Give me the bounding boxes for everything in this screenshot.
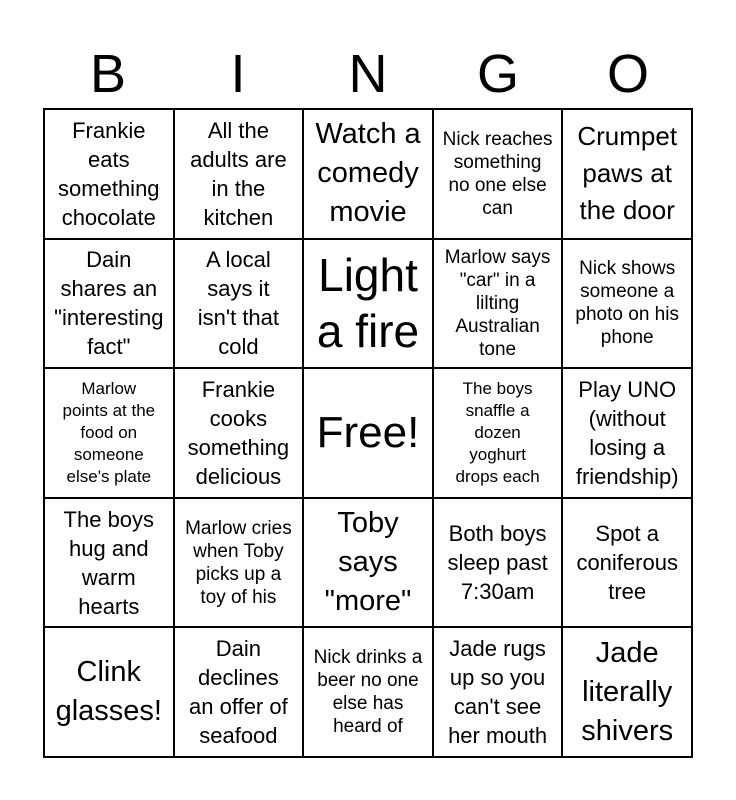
cell-text: Light a fire — [316, 249, 420, 358]
bingo-cell[interactable] — [44, 239, 174, 369]
bingo-header — [43, 38, 693, 110]
header-letter-b: B — [89, 44, 127, 104]
bingo-cell[interactable] — [303, 627, 433, 757]
bingo-cell[interactable] — [562, 368, 692, 498]
bingo-cell[interactable] — [44, 498, 174, 628]
cell-text: Crumpet paws at the door — [577, 121, 678, 226]
bingo-cell[interactable] — [562, 627, 692, 757]
bingo-grid — [43, 108, 693, 758]
bingo-cell[interactable] — [433, 627, 563, 757]
cell-text: Marlow points at the food on someone else's plate — [62, 378, 156, 486]
cell-text: The boys hug and warm hearts — [63, 506, 155, 619]
cell-text: Watch a comedy movie — [315, 118, 421, 229]
bingo-cell[interactable] — [174, 627, 304, 757]
cell-text: Dain declines an offer of seafood — [189, 636, 288, 749]
header-letter-n: N — [348, 44, 388, 104]
bingo-cell[interactable] — [303, 498, 433, 628]
cell-text: A local says it isn't that cold — [197, 247, 280, 360]
bingo-cell[interactable] — [562, 498, 692, 628]
bingo-cell[interactable] — [174, 239, 304, 369]
cell-text: Both boys sleep past 7:30am — [447, 521, 548, 605]
cell-text: Toby says "more" — [324, 507, 412, 618]
bingo-cell[interactable] — [174, 368, 304, 498]
bingo-cell[interactable] — [303, 109, 433, 239]
bingo-cell[interactable] — [303, 239, 433, 369]
bingo-cell[interactable] — [562, 109, 692, 239]
cell-text: Nick shows someone a photo on his phone — [575, 258, 679, 349]
cell-text: Jade literally shivers — [581, 636, 674, 747]
cell-text: Spot a coniferous tree — [576, 521, 678, 605]
cell-text: Clink glasses! — [55, 656, 162, 728]
bingo-cell[interactable] — [433, 109, 563, 239]
cell-text: Jade rugs up so you can't see her mouth — [448, 636, 548, 749]
header-letter-g: G — [476, 44, 519, 104]
free-space[interactable] — [303, 368, 433, 498]
cell-text: Frankie cooks something delicious — [187, 376, 290, 489]
cell-text: Marlow says "car" in a lilting Australian tone — [444, 246, 551, 360]
cell-text: All the adults are in the kitchen — [190, 117, 287, 230]
bingo-cell[interactable] — [433, 498, 563, 628]
cell-text: Marlow cries when Toby picks up a toy of his — [185, 517, 292, 608]
cell-text: Free! — [316, 407, 420, 457]
bingo-cell[interactable] — [433, 239, 563, 369]
cell-text: Nick reaches something no one else can — [442, 128, 553, 219]
bingo-cell[interactable] — [433, 368, 563, 498]
cell-text: Dain shares an "interesting fact" — [54, 247, 164, 360]
bingo-cell[interactable] — [174, 109, 304, 239]
header-letter-i: I — [230, 44, 246, 104]
bingo-cell[interactable] — [44, 368, 174, 498]
cell-text: Frankie eats something chocolate — [58, 117, 160, 230]
bingo-cell[interactable] — [174, 498, 304, 628]
bingo-cell[interactable] — [44, 109, 174, 239]
bingo-cell[interactable] — [562, 239, 692, 369]
cell-text: The boys snaffle a dozen yoghurt drops each — [455, 378, 540, 486]
header-letter-o: O — [606, 44, 649, 104]
bingo-cell[interactable] — [44, 627, 174, 757]
cell-text: Nick drinks a beer no one else has heard of — [313, 647, 423, 738]
cell-text: Play UNO (without losing a friendship) — [575, 376, 679, 489]
